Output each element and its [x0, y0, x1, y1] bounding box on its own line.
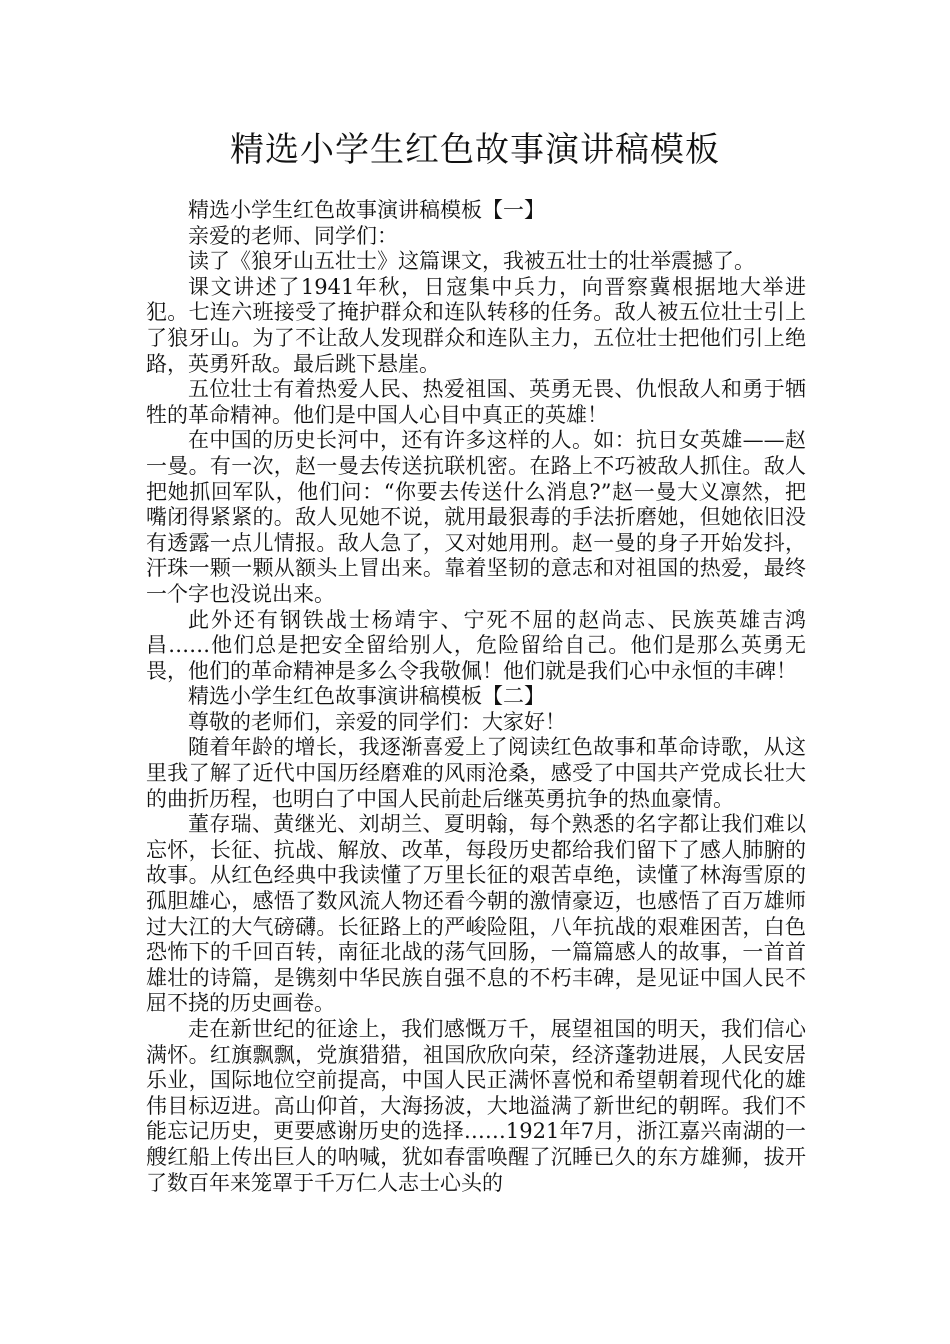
paragraph: 在中国的历史长河中，还有许多这样的人。如：抗日女英雄——赵一曼。有一次，赵一曼去传送抗联机密。在路上不巧被敌人抓住。敌人把她抓回军队，他们问：“你要去传送什么消息?”赵一曼大义凛然，把嘴闭得紧紧的。敌人见她不说，就用最狠毒的手法折磨她，但她依旧没有透露一点儿情报。敌人急了，又对她用刑。赵一曼的身子开始发抖，汗珠一颗一颗从额头上冒出来。靠着坚韧的意志和对祖国的热爱，最终一个字也没说出来。: [146, 428, 806, 606]
greeting-2: 尊敬的老师们，亲爱的同学们：大家好！: [188, 709, 566, 734]
paragraph: 五位壮士有着热爱人民、热爱祖国、英勇无畏、仇恨敌人和勇于牺牲的革命精神。他们是中国人心目中真正的英雄！: [146, 377, 806, 427]
paragraph: 读了《狼牙山五壮士》这篇课文，我被五壮士的壮举震撼了。: [188, 249, 755, 274]
greeting-1: 亲爱的老师、同学们：: [188, 223, 398, 248]
document-body: [146, 198, 806, 1196]
paragraph: 课文讲述了1941年秋，日寇集中兵力，向晋察冀根据地大举进犯。七连六班接受了掩护群众和连队转移的任务。敌人被五位壮士引上了狼牙山。为了不让敌人发现群众和连队主力，五位壮士把他们引上绝路，英勇歼敌。最后跳下悬崖。: [146, 274, 806, 376]
paragraph: 走在新世纪的征途上，我们感慨万千，展望祖国的明天，我们信心满怀。红旗飘飘，党旗猎猎，祖国欣欣向荣，经济蓬勃进展，人民安居乐业，国际地位空前提高，中国人民正满怀喜悦和希望朝着现代化的雄伟目标迈进。高山仰首，大海扬波，大地溢满了新世纪的朝晖。我们不能忘记历史，更要感谢历史的选择……1921年7月，浙江嘉兴南湖的一艘红船上传出巨人的呐喊，犹如春雷唤醒了沉睡已久的东方雄狮，拔开了数百年来笼罩于千万仁人志士心头的: [146, 1017, 806, 1195]
section-heading-1: 精选小学生红色故事演讲稿模板【一】: [188, 198, 545, 222]
paragraph: 此外还有钢铁战士杨靖宇、宁死不屈的赵尚志、民族英雄吉鸿昌……他们总是把安全留给别人，危险留给自己。他们是那么英勇无畏，他们的革命精神是多么令我敬佩！他们就是我们心中永恒的丰碑！: [146, 607, 806, 683]
paragraph: 随着年龄的增长，我逐渐喜爱上了阅读红色故事和革命诗歌，从这里我了解了近代中国历经磨难的风雨沧桑，感受了中国共产党成长壮大的曲折历程，也明白了中国人民前赴后继英勇抗争的热血豪情。: [146, 735, 806, 811]
paragraph: 董存瑞、黄继光、刘胡兰、夏明翰，每个熟悉的名字都让我们难以忘怀，长征、抗战、解放、改革，每段历史都给我们留下了感人肺腑的故事。从红色经典中我读懂了万里长征的艰苦卓绝，读懂了林海雪原的孤胆雄心，感悟了数风流人物还看今朝的激情豪迈，也感悟了百万雄师过大江的大气磅礴。长征路上的严峻险阻，八年抗战的艰难困苦，白色恐怖下的千回百转，南征北战的荡气回肠，一篇篇感人的故事，一首首雄壮的诗篇，是镌刻中华民族自强不息的不朽丰碑，是见证中国人民不屈不挠的历史画卷。: [146, 812, 806, 1016]
section-heading-2: 精选小学生红色故事演讲稿模板【二】: [188, 684, 545, 709]
document-title: 精选小学生红色故事演讲稿模板: [230, 130, 720, 170]
